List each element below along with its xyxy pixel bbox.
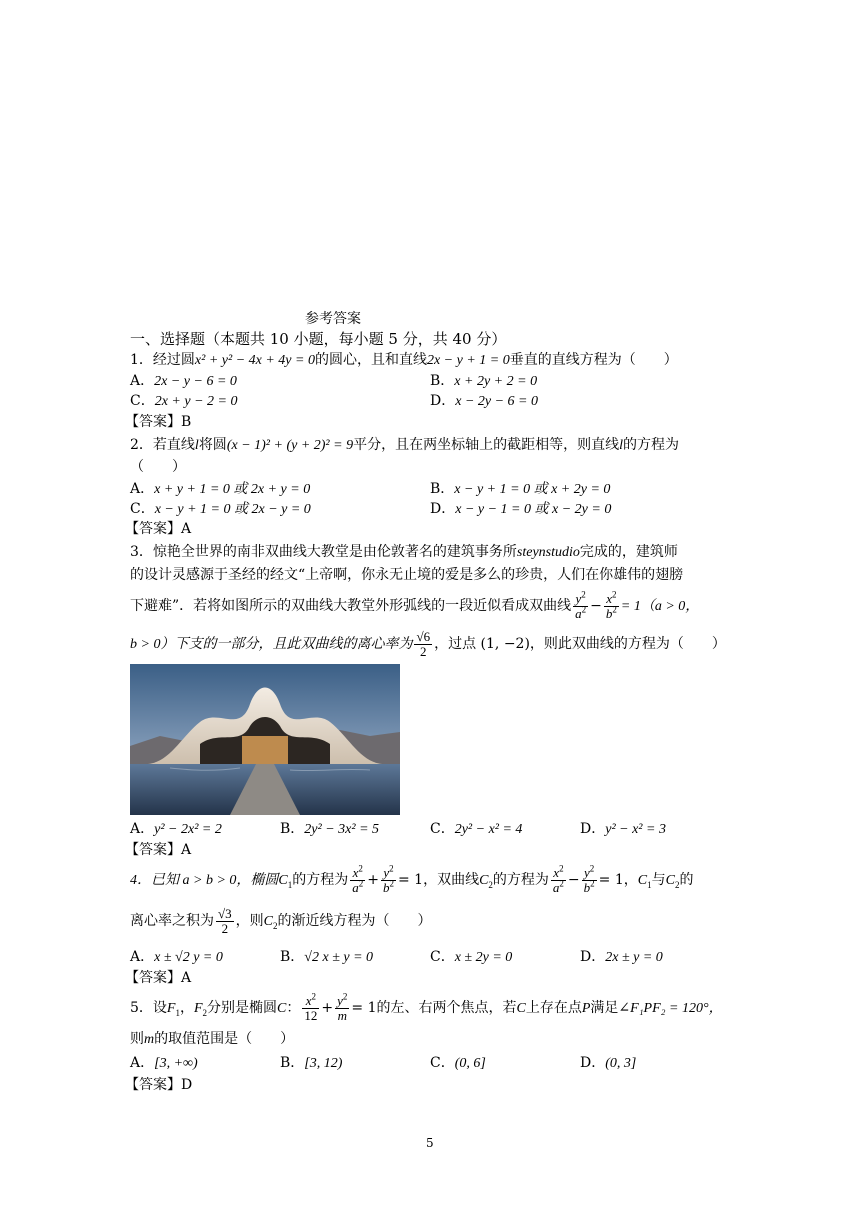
q3-option-c: C．2y² − x² = 4 [430, 821, 523, 837]
q5-option-d: D．(0, 3] [580, 1055, 637, 1071]
q5-option-a: A．[3, +∞) [130, 1055, 198, 1071]
q3-line-4: b > 0）下支的一部分，且此双曲线的离心率为 $\frac{√6}{2}$ ，过点 (1, −2)，则此双曲线的方程为（ ） [130, 628, 726, 659]
q5-line-2: 则m的取值范围是（ ） [130, 1031, 295, 1047]
q2-option-d: D．x − y − 1 = 0 或 x − 2y = 0 [430, 501, 612, 517]
question-1 [130, 351, 678, 370]
q5-line-1: 5．设$F_1$，$F_2$分别是椭圆C： $\frac{x^2}{12}$ + $\frac{y^2}{m}$ = 1的左、右两个焦点，若C上存在点P满足∠F₁PF₂ = 120°， [130, 991, 723, 1023]
q3-option-b: B．2y² − 3x² = 5 [280, 821, 380, 837]
q3-option-d: D．y² − x² = 3 [580, 821, 666, 837]
q1-option-a: A．2x − y − 6 = 0 [130, 373, 237, 389]
q2-circle-eq: (x − 1)² + (y + 2)² = 9 [226, 438, 354, 453]
page-number: 5 [426, 1136, 434, 1150]
question-2: 2．若直线l将圆(x − 1)² + (y + 2)² = 9平分，且在两坐标轴上的截距相等，则直线l的方程为 [130, 437, 679, 453]
q1-answer: 【答案】B [125, 414, 192, 430]
q3-line-3: 下避难”．若将如图所示的双曲线大教堂外形弧线的一段近似看成双曲线 $\frac{y^2}{a^2}$ − $\frac{x^2}{b^2}$ = 1（a > 0， [130, 589, 700, 621]
q5-answer: 【答案】D [125, 1077, 193, 1093]
q1-circle-eq: x² + y² − 4x + 4y = 0 [194, 353, 315, 368]
q2-option-b: B．x − y + 1 = 0 或 x + 2y = 0 [430, 481, 611, 497]
q4-answer: 【答案】A [125, 970, 192, 986]
q4-option-c: C．x ± 2y = 0 [430, 949, 513, 965]
q5-option-b: B．[3, 12) [280, 1055, 343, 1071]
section-heading: 一、选择题（本题共 10 小题，每小题 5 分，共 40 分） [130, 330, 507, 348]
page-title: 参考答案 [305, 311, 361, 327]
q4-option-b: B．√2 x ± y = 0 [280, 949, 374, 965]
q4-option-a: A．x ± √2 y = 0 [130, 949, 223, 965]
q3-option-a: A．y² − 2x² = 2 [130, 821, 222, 837]
q2-answer: 【答案】A [125, 521, 192, 537]
q1-option-b: B．x + 2y + 2 = 0 [430, 373, 538, 389]
q4-line-2: 离心率之积为 $\frac{√3}{2}$ ，则$C_2$的渐近线方程为（ ） [130, 905, 432, 936]
q1-line-eq: 2x − y + 1 = 0 [426, 353, 510, 368]
q3-line-1: 3．惊艳全世界的南非双曲线大教堂是由伦敦著名的建筑事务所steynstudio完成的，建筑师 [130, 544, 678, 560]
q1-mid: 的圆心，且和直线 [314, 352, 427, 368]
q5-option-c: C．(0, 6] [430, 1055, 486, 1071]
q1-option-d: D．x − 2y − 6 = 0 [430, 393, 539, 409]
q4-line-1: 4．已知 a > b > 0，椭圆$C_1$的方程为 $\frac{x^2}{a^2}$ + $\frac{y^2}{b^2}$ = 1，双曲线$C_2$的方程为 $\frac{x^2}{a^2}$ − $\frac{y^2}{b^2}$ = 1，$C_1$与$C_2$的 [130, 863, 694, 895]
q4-option-d: D．2x ± y = 0 [580, 949, 663, 965]
q3-line-2: 的设计灵感源于圣经的经文“上帝啊，你永无止境的爱是多么的珍贵，人们在你雄伟的翅膀 [130, 567, 684, 583]
cathedral-photo [130, 664, 400, 815]
q2-option-c: C．x − y + 1 = 0 或 2x − y = 0 [130, 501, 311, 517]
q1-option-c: C．2x + y − 2 = 0 [130, 393, 238, 409]
q2-option-a: A．x + y + 1 = 0 或 2x + y = 0 [130, 481, 311, 497]
q1-suffix: 垂直的直线方程为（ ） [509, 352, 678, 368]
q2-paren: （ ） [130, 459, 186, 475]
q3-answer: 【答案】A [125, 842, 192, 858]
q1-prefix: 1．经过圆 [130, 352, 195, 368]
